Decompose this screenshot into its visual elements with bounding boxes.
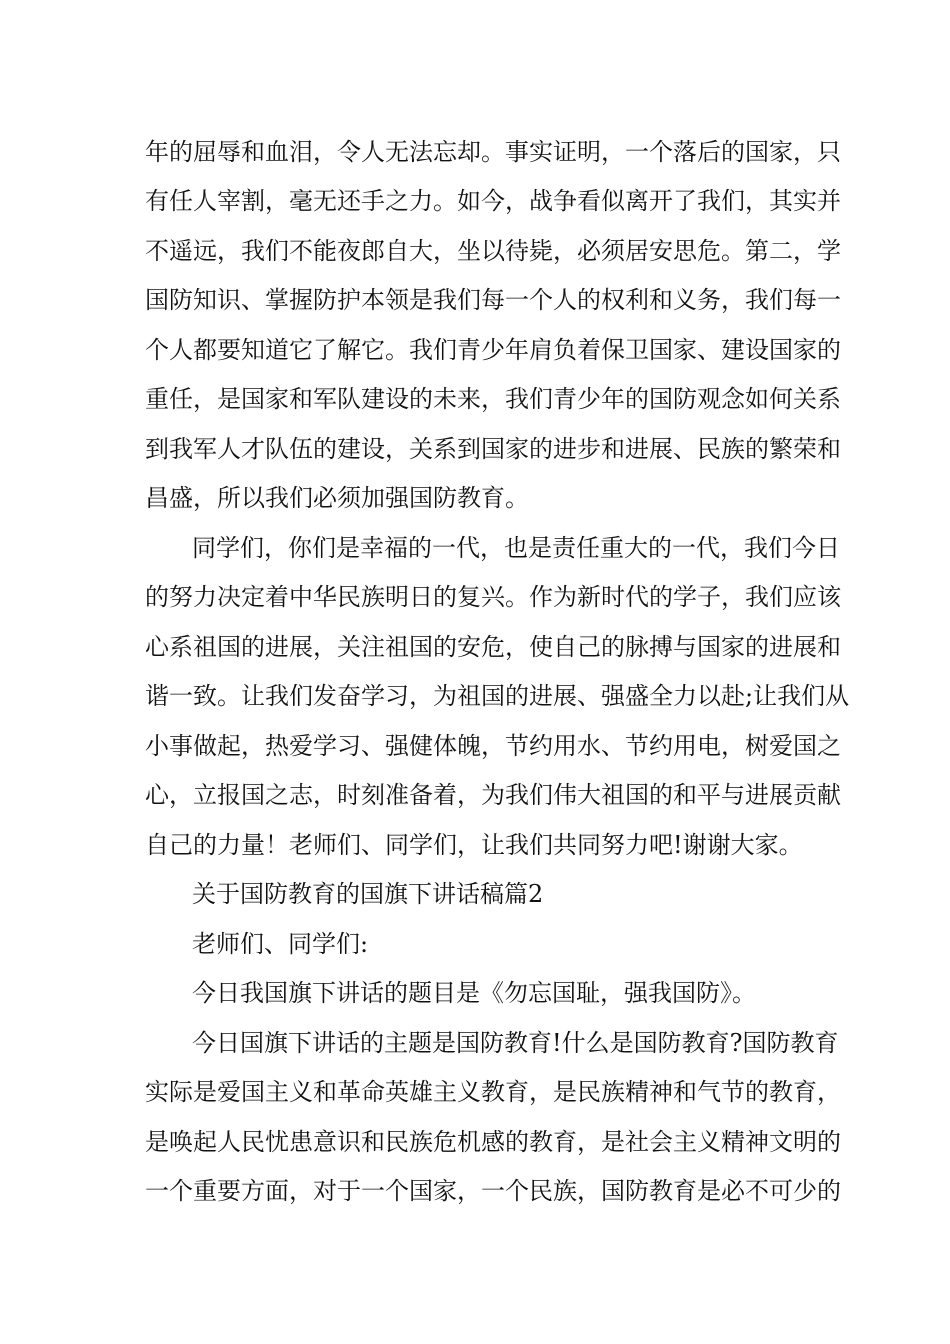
speech-topic: 今日我国旗下讲话的题目是《勿忘国耻，强我国防》。 [192,979,756,1007]
text-line: 的努力决定着中华民族明日的复兴。作为新时代的学子，我们应该 [145,583,841,611]
text-line: 年的屈辱和血泪，令人无法忘却。事实证明，一个落后的国家，只 [145,138,841,166]
text-line: 到我军人才队伍的建设，关系到国家的进步和进展、民族的繁荣和 [145,435,841,463]
section-heading: 关于国防教育的国旗下讲话稿篇2 [192,880,544,908]
text-line: 国防知识、掌握防护本领是我们每一个人的权利和义务，我们每一 [145,286,841,314]
paragraph-first-line: 今日国旗下讲话的主题是国防教育!什么是国防教育?国防教育 [192,1029,839,1057]
text-line: 小事做起，热爱学习、强健体魄，节约用水、节约用电，树爱国之 [145,732,841,760]
salutation: 老师们、同学们: [192,930,369,958]
text-line: 昌盛，所以我们必须加强国防教育。 [145,484,529,512]
text-line: 心，立报国之志，时刻准备着，为我们伟大祖国的和平与进展贡献 [145,781,841,809]
text-line: 是唤起人民忧患意识和民族危机感的教育，是社会主义精神文明的 [145,1128,841,1156]
text-line: 个人都要知道它了解它。我们青少年肩负着保卫国家、建设国家的 [145,336,841,364]
text-line: 心系祖国的进展，关注祖国的安危，使自己的脉搏与国家的进展和 [145,633,841,661]
text-line: 谐一致。让我们发奋学习，为祖国的进展、强盛全力以赴;让我们从 [145,682,850,710]
text-line: 自己的力量！老师们、同学们，让我们共同努力吧!谢谢大家。 [145,831,803,859]
text-line: 实际是爱国主义和革命英雄主义教育，是民族精神和气节的教育， [145,1078,841,1106]
text-line: 不遥远，我们不能夜郎自大，坐以待毙，必须居安思危。第二，学 [145,237,841,265]
text-line: 重任，是国家和军队建设的未来，我们青少年的国防观念如何关系 [145,385,841,413]
paragraph-first-line: 同学们，你们是幸福的一代，也是责任重大的一代，我们今日 [192,534,840,562]
text-line: 一个重要方面，对于一个国家，一个民族，国防教育是必不可少的 [145,1177,841,1205]
text-line: 有任人宰割，毫无还手之力。如今，战争看似离开了我们，其实并 [145,187,841,215]
